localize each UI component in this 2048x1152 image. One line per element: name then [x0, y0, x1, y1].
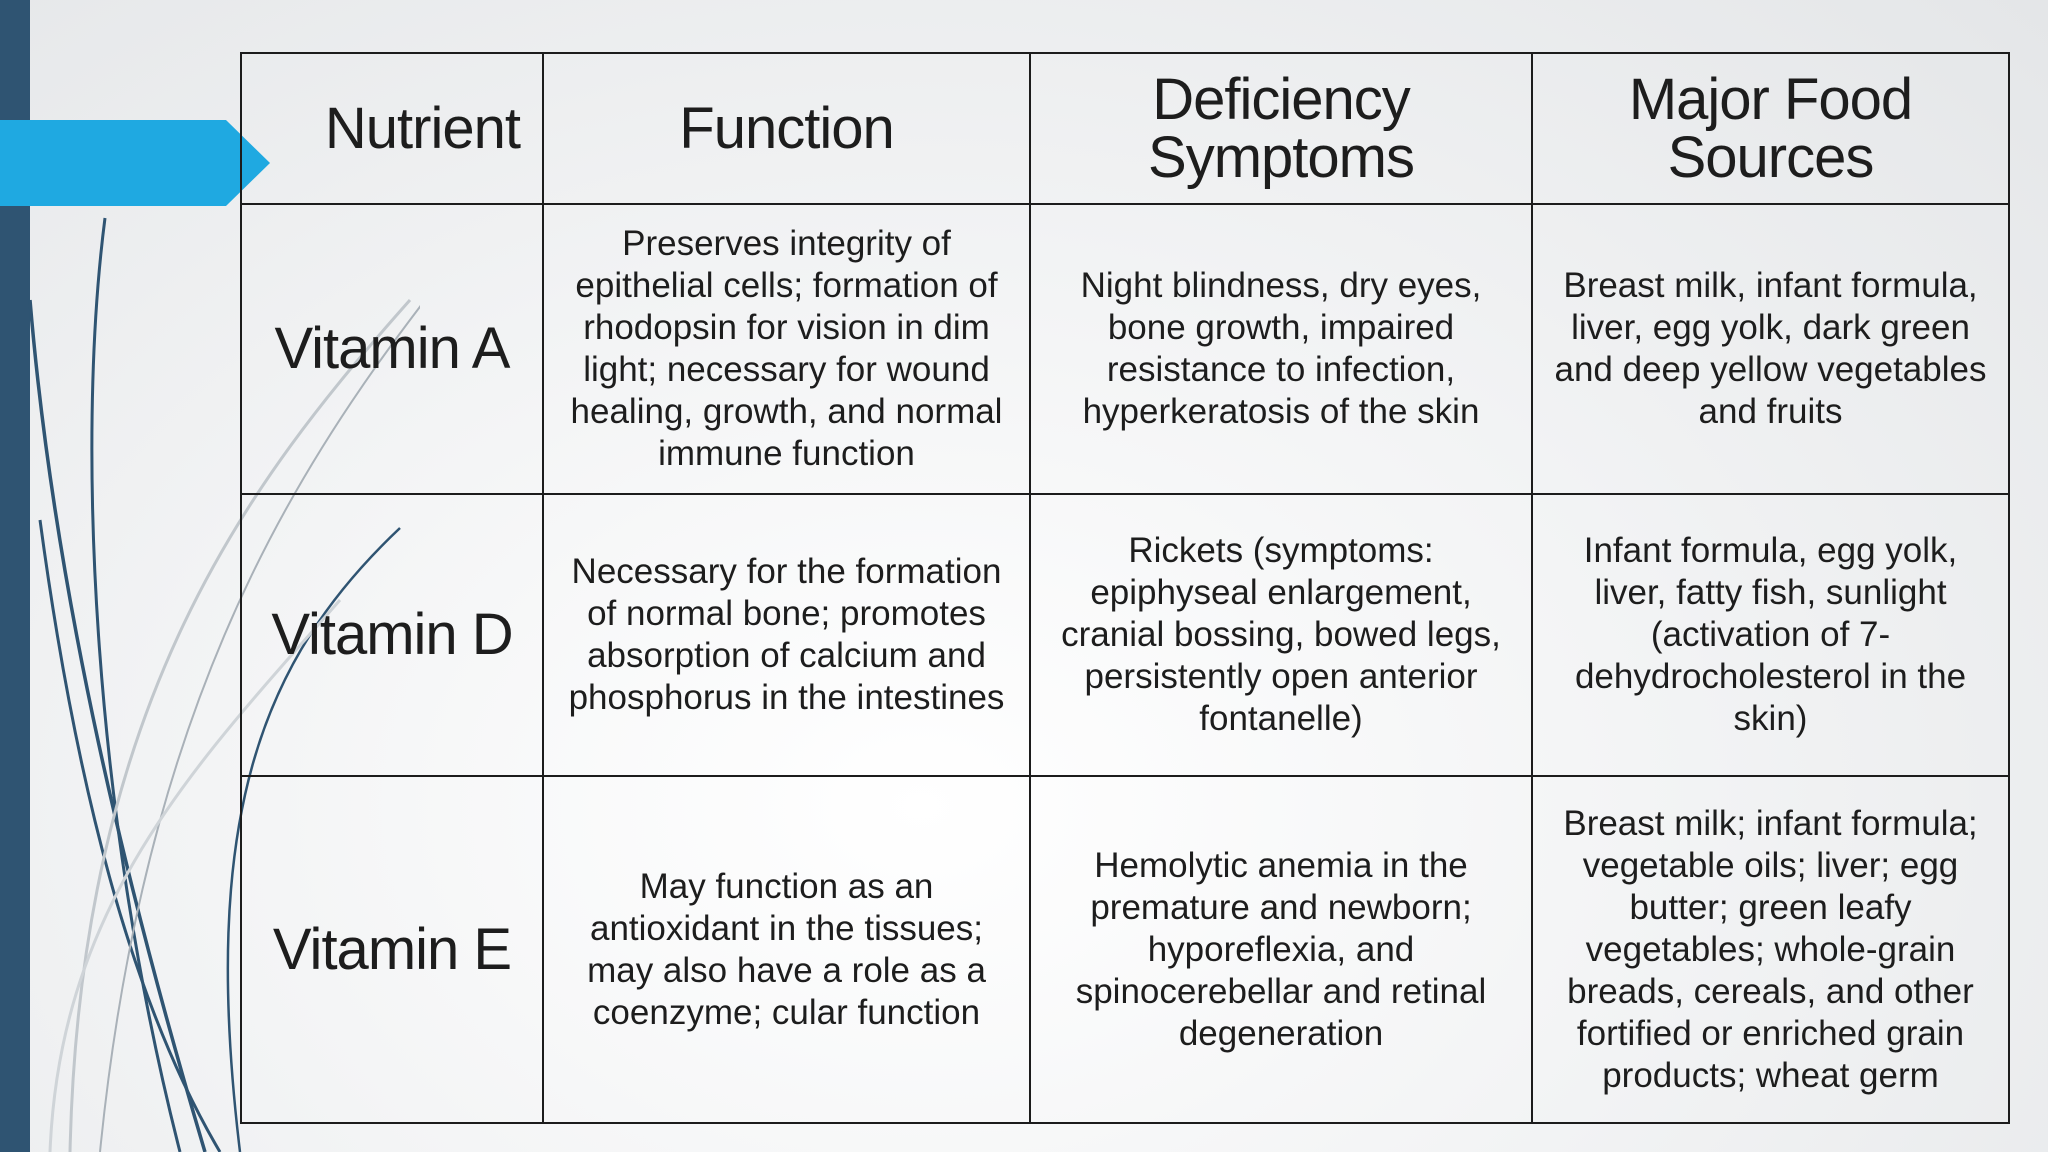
header-function: Function: [543, 53, 1030, 204]
nutrient-table: [240, 52, 2008, 1096]
table-row: [241, 776, 2009, 1123]
header-nutrient: Nutrient: [241, 53, 543, 204]
sources-cell: Breast milk; infant formula; vegetable oils; liver; egg butter; green leafy vegetables; whole-grain breads, cereals, and other fortified or enriched grain products; wheat germ: [1532, 776, 2009, 1123]
accent-arrow: [0, 120, 270, 206]
nutrient-cell: Vitamin D: [241, 494, 543, 776]
function-cell: Necessary for the formation of normal bone; promotes absorption of calcium and phosphorus in the intestines: [543, 494, 1030, 776]
nutrient-cell: Vitamin E: [241, 776, 543, 1123]
header-major-food-sources: Major Food Sources: [1532, 53, 2009, 204]
table-header-row: [241, 53, 2009, 204]
nutrient-cell: Vitamin A: [241, 204, 543, 494]
deficiency-cell: Night blindness, dry eyes, bone growth, impaired resistance to infection, hyperkeratosis of the skin: [1030, 204, 1532, 494]
table-row: [241, 494, 2009, 776]
header-deficiency-symptoms: Deficiency Symptoms: [1030, 53, 1532, 204]
sources-cell: Breast milk, infant formula, liver, egg yolk, dark green and deep yellow vegetables and fruits: [1532, 204, 2009, 494]
table-row: [241, 204, 2009, 494]
deficiency-cell: Hemolytic anemia in the premature and newborn; hyporeflexia, and spinocerebellar and retinal degeneration: [1030, 776, 1532, 1123]
function-cell: May function as an antioxidant in the tissues; may also have a role as a coenzyme; cular function: [543, 776, 1030, 1123]
function-cell: Preserves integrity of epithelial cells; formation of rhodopsin for vision in dim light; necessary for wound healing, growth, and normal immune function: [543, 204, 1030, 494]
sources-cell: Infant formula, egg yolk, liver, fatty fish, sunlight (activation of 7-dehydrocholesterol in the skin): [1532, 494, 2009, 776]
deficiency-cell: Rickets (symptoms: epiphyseal enlargement, cranial bossing, bowed legs, persistently open anterior fontanelle): [1030, 494, 1532, 776]
